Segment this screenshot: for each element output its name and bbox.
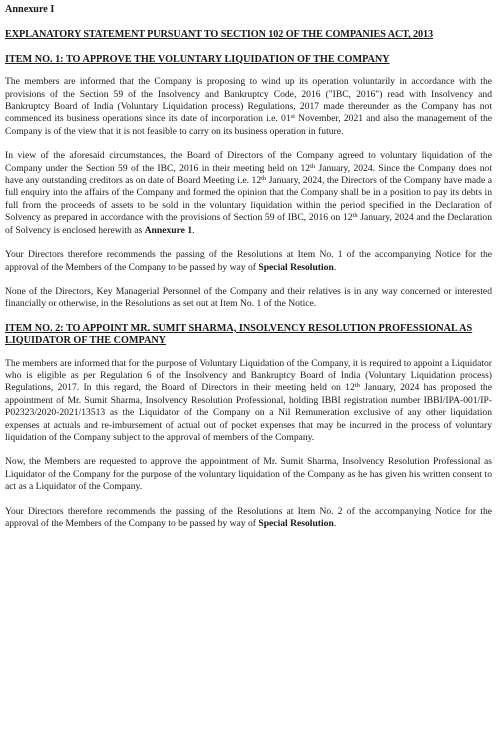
special-resolution-label: Special Resolution: [258, 518, 334, 529]
page-heading: EXPLANATORY STATEMENT PURSUANT TO SECTION 102 OF THE COMPANIES ACT, 2013: [5, 29, 434, 41]
item-2-paragraph-1: The members are informed that for the purpose of Voluntary Liquidation of the Company, it is required to appoint a Liquidator who is eligible as per Regulation 6 of the Insolvency and Bankruptcy Board of India (Voluntary Liquidation process) Regulations, 2017. In this regard, the Board of Directors in their meeting held on 12th January, 2024 has proposed the appointment of Mr. Sumit Sharma, Insolvency Resolution Professional, holding IBBI registration number IBBI/IPA-001/IP-P02323/2020-2021/13513 as the Liquidator of the Company on a Nil Remuneration exclusive of any other liquidation expenses at actuals and re-imbursement of actual out of pocket expenses that may be incurred in the process of voluntary liquidation of the Company subject to the approval of members of the Company.: [5, 357, 492, 443]
item-1-paragraph-1: The members are informed that the Company is proposing to wind up its operation voluntarily in accordance with the provisions of the Section 59 of the Insolvency and Bankruptcy Code, 2016 ("IBC, 2016") read with Insolvency and Bankruptcy Board of India (Voluntary Liquidation process) Regulations, 2017 made thereunder as the Company has not commenced its business operations since its date of incorporation i.e. 01st November, 2021 and also the management of the Company is of the view that it is not feasible to carry on its business operation in future.: [5, 76, 492, 137]
item-2-paragraph-2: Now, the Members are requested to approve the appointment of Mr. Sumit Sharma, Insolvency Resolution Professional as Liquidator of the Company for the purpose of the voluntary liquidation of the Company as he has given his written consent to act as a Liquidator of the Company.: [5, 456, 492, 493]
item-2-paragraph-3: Your Directors therefore recommends the passing of the Resolutions at Item No. 2 of the accompanying Notice for the approval of the Members of the Company to be passed by way of Special Resolution.: [5, 505, 492, 529]
annexure-label: Annexure I: [5, 4, 55, 15]
item-1-title: ITEM NO. 1: TO APPROVE THE VOLUNTARY LIQUIDATION OF THE COMPANY: [5, 53, 390, 65]
special-resolution-label: Special Resolution: [258, 261, 334, 273]
item-1-paragraph-4: None of the Directors, Key Managerial Personnel of the Company and their relatives is in any way concerned or interested financially or otherwise, in the Resolutions as set out at Item No. 1 of the Notice.: [5, 285, 492, 310]
item-2-title: ITEM NO. 2: TO APPOINT MR. SUMIT SHARMA, INSOLVENCY RESOLUTION PROFESSIONAL AS LIQUIDATOR OF THE COMPANY: [5, 322, 473, 347]
annexure-1-reference: Annexure 1: [144, 224, 193, 236]
item-1-paragraph-3: Your Directors therefore recommends the passing of the Resolutions at Item No. 1 of the accompanying Notice for the approval of the Members of the Company to be passed by way of Special Resolution.: [5, 249, 492, 273]
item-1-paragraph-2: In view of the aforesaid circumstances, the Board of Directors of the Company agreed to voluntary liquidation of the Company under the Section 59 of the IBC, 2016 in their meeting held on 12th January, 2024. Since the Company does not have any outstanding creditors as on date of Board Meeting i.e. 12th January, 2024, the Directors of the Company have made a full enquiry into the affairs of the Company and formed the opinion that the Company shall be in a position to pay its debts in full from the proceeds of assets to be sold in the voluntary liquidation within the period specified in the Declaration of Solvency as prepared in accordance with the provisions of Section 59 of IBC, 2016 on 12th January, 2024 and the Declaration of Solvency is enclosed herewith as Annexure 1.: [5, 150, 493, 236]
